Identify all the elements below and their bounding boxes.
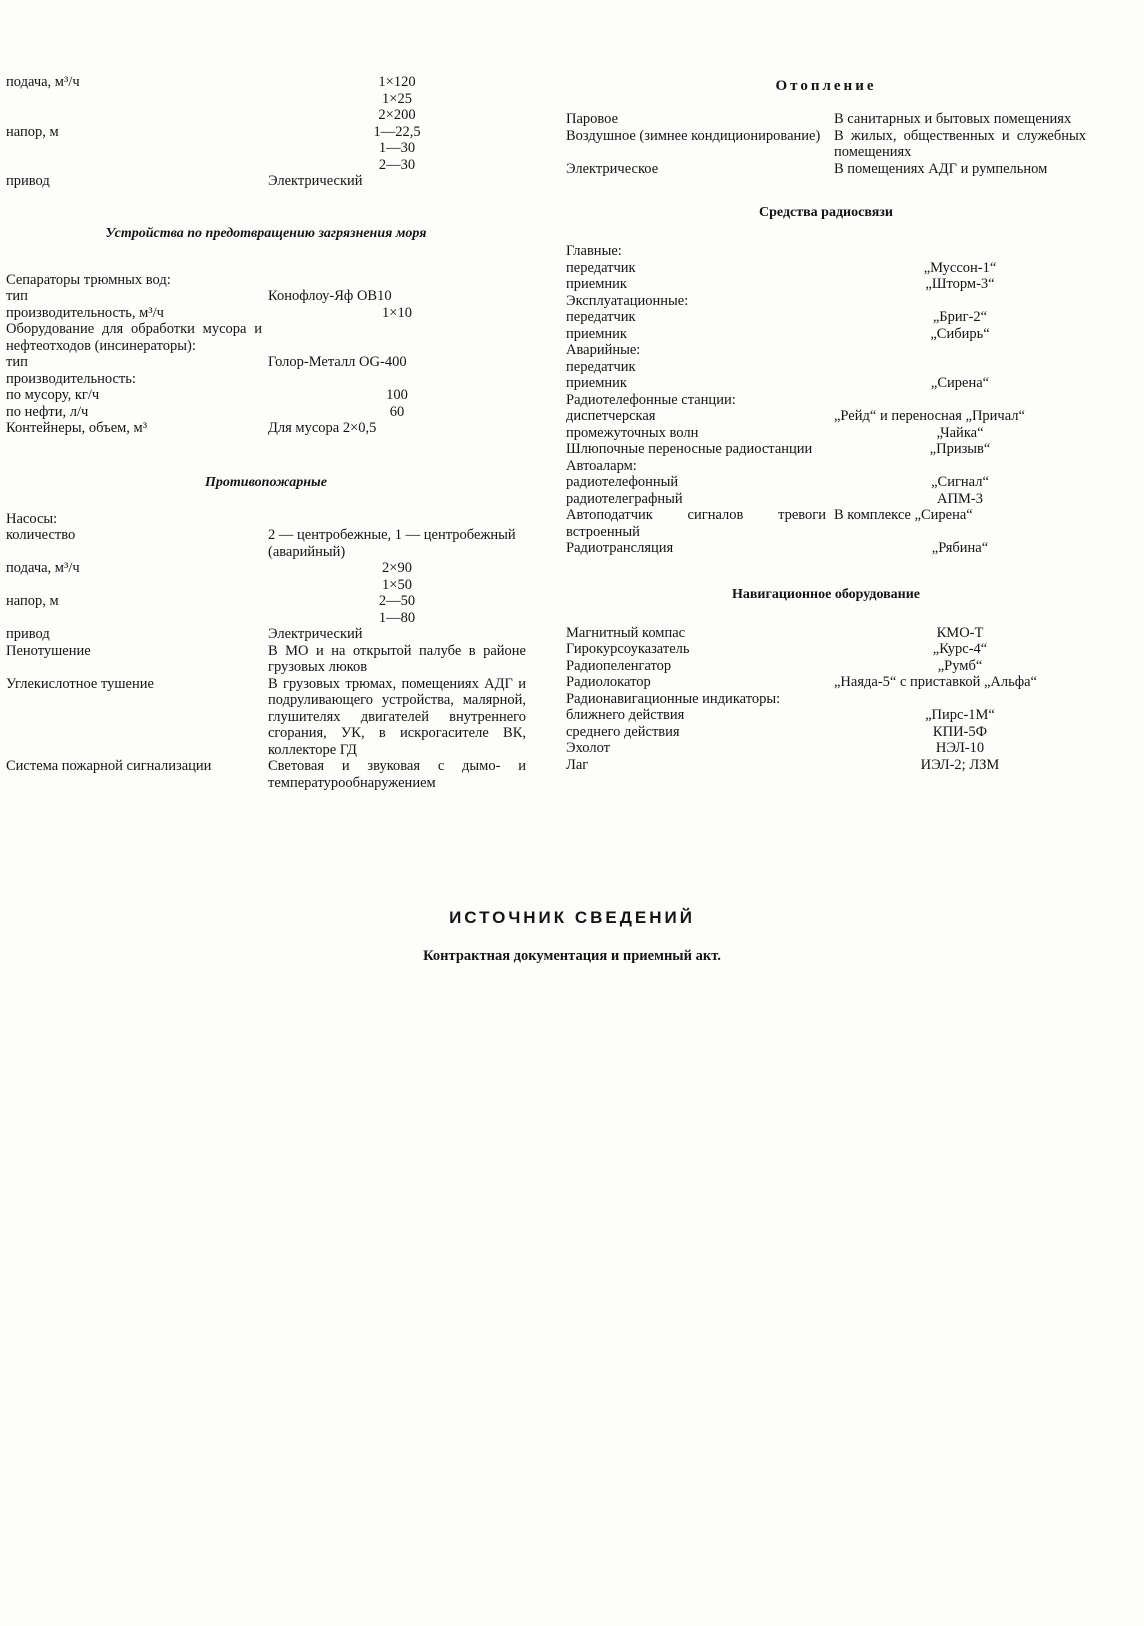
right-column [566, 74, 1090, 773]
spec-label: привод [6, 626, 50, 642]
spec-value: В грузовых трюмах, помещениях АДГ и подруливающего устройства, малярной, глушителях двигателей внутреннего сгорания, УК, в искрогасителе ВК, коллекторе ГД [268, 675, 530, 758]
pollution-block [6, 272, 526, 437]
spec-value [268, 371, 526, 388]
spec-row [6, 305, 526, 322]
spec-value: 100 [386, 387, 408, 403]
spec-row [566, 127, 1090, 161]
spec-label: по мусору, кг/ч [6, 387, 100, 403]
spec-value: 2 — центробежные, 1 — центробежный (аварийный) [268, 527, 520, 560]
fire-block [6, 510, 530, 792]
spec-value: „Шторм-3“ [925, 276, 995, 292]
spec-row [6, 387, 526, 404]
spec-row [6, 74, 526, 124]
spec-row [566, 507, 1086, 540]
spec-label: Автоподатчик сигналов тревоги встроенный [566, 507, 830, 540]
spec-label: тип [6, 288, 28, 304]
spec-value: 1—22,5 1—30 2—30 [373, 123, 421, 173]
spec-label: Электрическое [566, 160, 659, 177]
spec-row [566, 293, 1086, 310]
spec-value: НЭЛ-10 [935, 740, 985, 756]
spec-row [566, 691, 1086, 708]
spec-value: „Сигнал“ [931, 474, 989, 490]
spec-label: Аварийные: [566, 342, 641, 358]
spec-value: „Сибирь“ [930, 325, 990, 342]
heating-block [566, 111, 1090, 177]
navigation-section-title: Навигационное оборудование [731, 586, 921, 602]
spec-value [834, 243, 1086, 260]
spec-row [566, 161, 1086, 178]
spec-row [6, 371, 526, 388]
spec-row [6, 527, 526, 560]
spec-row [6, 354, 526, 371]
navigation-block [566, 625, 1086, 774]
spec-label: радиотелефонный [566, 474, 679, 490]
spec-label: Система пожарной сигнализации [6, 758, 212, 774]
spec-label: передатчик [566, 358, 636, 375]
source-text: Контрактная документация и приемный акт. [423, 948, 721, 964]
spec-row [566, 658, 1086, 675]
spec-value: В санитарных и бытовых помещениях [834, 111, 1072, 127]
spec-value [268, 321, 526, 354]
spec-row [6, 593, 526, 626]
spec-row [566, 342, 1086, 359]
spec-value: „Наяда-5“ с приставкой „Альфа“ [834, 674, 1037, 690]
radio-block [566, 243, 1086, 557]
spec-label: приемник [566, 325, 627, 342]
spec-row [566, 425, 1086, 442]
spec-label: радиотелеграфный [566, 490, 683, 507]
spec-label: передатчик [566, 309, 636, 325]
spec-value: „Курс-4“ [932, 641, 988, 657]
spec-row [566, 408, 1086, 425]
spec-label: производительность: [6, 370, 136, 387]
spec-label: Оборудование для обработки мусора и нефтеотходов (инсинераторы): [6, 321, 266, 354]
spec-row [566, 375, 1086, 392]
spec-label: Магнитный компас [566, 624, 686, 641]
spec-row [566, 260, 1086, 277]
spec-row [566, 441, 1086, 458]
spec-label: Радиолокатор [566, 674, 651, 690]
spec-value [834, 293, 1086, 310]
spec-value [834, 342, 1086, 359]
spec-row [566, 309, 1086, 326]
spec-row [6, 173, 526, 190]
spec-row [6, 511, 526, 528]
spec-value [834, 691, 1086, 708]
spec-row [6, 321, 526, 354]
spec-value: 1×120 1×25 2×200 [378, 74, 416, 123]
spec-row [566, 276, 1086, 293]
spec-value: Голор-Металл OG-400 [268, 354, 407, 370]
spec-row [6, 642, 530, 676]
spec-row [6, 626, 526, 643]
spec-row [6, 124, 526, 174]
spec-value: В комплексе „Сирена“ [834, 507, 973, 523]
heating-section-title: Отопление [775, 78, 877, 94]
spec-value: АПМ-3 [937, 490, 983, 507]
spec-value: Электрический [268, 173, 363, 189]
spec-value: Световая и звуковая с дымо- и температурообнаружением [268, 758, 530, 791]
left-column [6, 74, 530, 791]
spec-label: Эксплуатационные: [566, 292, 689, 309]
spec-value: 2—50 1—80 [378, 593, 416, 626]
pumps-top-block [6, 74, 526, 190]
spec-label: Углекислотное тушение [6, 675, 154, 692]
spec-label: среднего действия [566, 723, 680, 740]
spec-row [566, 724, 1086, 741]
pollution-section-title: Устройства по предотвращению загрязнения моря [105, 225, 427, 241]
spec-value: КПИ-5Ф [932, 723, 988, 740]
spec-value [834, 458, 1086, 475]
spec-label: тип [6, 354, 28, 370]
spec-label: Лаг [566, 756, 589, 773]
spec-value: „Рейд“ и переносная „Причал“ [834, 408, 1025, 424]
spec-label: Радиотелефонные станции: [566, 391, 736, 408]
spec-label: Радиотрансляция [566, 540, 674, 556]
spec-value: В помещениях АДГ и румпельном [834, 160, 1048, 177]
spec-row [566, 392, 1086, 409]
spec-label: приемник [566, 276, 627, 292]
spec-label: производительность, м³/ч [6, 304, 164, 321]
spec-label: подача, м³/ч [6, 560, 80, 576]
spec-value: „Призыв“ [929, 441, 991, 457]
spec-value: „Муссон-1“ [923, 259, 997, 276]
spec-row [6, 675, 530, 759]
spec-row [566, 458, 1086, 475]
spec-row [566, 111, 1086, 128]
spec-value [834, 359, 1086, 376]
spec-value: КМО-Т [936, 624, 984, 641]
spec-row [6, 288, 526, 305]
spec-row [566, 757, 1086, 774]
spec-label: Насосы: [6, 510, 58, 527]
spec-row [566, 540, 1086, 557]
spec-label: Сепараторы трюмных вод: [6, 271, 171, 288]
spec-label: ближнего действия [566, 707, 685, 723]
spec-value: 1×10 [382, 304, 412, 321]
spec-row [566, 326, 1086, 343]
spec-label: приемник [566, 375, 627, 391]
spec-row [6, 758, 530, 791]
spec-row [6, 560, 526, 593]
spec-label: количество [6, 527, 76, 543]
spec-value: В МО и на открытой палубе в районе грузовых люков [268, 642, 530, 675]
spec-row [566, 707, 1086, 724]
spec-value: „Сирена“ [930, 375, 990, 391]
spec-label: Шлюпочные переносные радиостанции [566, 441, 813, 457]
spec-row [566, 641, 1086, 658]
spec-label: напор, м [6, 593, 59, 609]
spec-row [566, 491, 1086, 508]
spec-value: „Бриг-2“ [932, 309, 988, 325]
spec-label: Пенотушение [6, 642, 91, 659]
spec-label: Гирокурсоуказатель [566, 641, 690, 657]
spec-value: Конофлоу-Яф OB10 [268, 288, 392, 304]
spec-value: ИЭЛ-2; ЛЗМ [920, 756, 1000, 773]
spec-row [566, 359, 1086, 376]
spec-label: Воздушное (зимнее кондиционирование) [566, 127, 821, 144]
spec-value: „Румб“ [937, 657, 983, 674]
spec-label: Радиопеленгатор [566, 657, 672, 674]
spec-value: Электрический [268, 626, 363, 642]
spec-row [566, 674, 1086, 691]
spec-value: „Чайка“ [936, 424, 984, 441]
spec-value [834, 392, 1086, 409]
spec-label: Паровое [566, 111, 619, 127]
spec-label: напор, м [6, 123, 59, 140]
spec-label: Главные: [566, 243, 622, 259]
spec-label: передатчик [566, 259, 636, 276]
spec-row [6, 420, 526, 437]
spec-label: Радионавигационные индикаторы: [566, 690, 781, 707]
spec-value: 2×90 1×50 [382, 560, 412, 593]
spec-value [268, 511, 526, 528]
spec-label: Эхолот [566, 740, 610, 756]
spec-row [566, 625, 1086, 642]
spec-value: „Рябина“ [931, 540, 989, 556]
spec-row [6, 272, 526, 289]
spec-value [268, 272, 526, 289]
spec-value: „Пирс-1М“ [925, 707, 995, 723]
spec-label: Контейнеры, объем, м³ [6, 420, 148, 436]
spec-label: подача, м³/ч [6, 74, 80, 90]
fire-section-title: Противопожарные [205, 474, 327, 490]
spec-value: 60 [389, 403, 405, 420]
spec-row [566, 243, 1086, 260]
radio-section-title: Средства радиосвязи [759, 205, 893, 220]
spec-label: Автоаларм: [566, 457, 637, 474]
spec-row [6, 404, 526, 421]
spec-label: диспетчерская [566, 408, 656, 424]
spec-label: по нефти, л/ч [6, 403, 89, 420]
spec-row [566, 740, 1086, 757]
spec-value: В жилых, общественных и служебных помещениях [834, 127, 1090, 160]
spec-label: промежуточных волн [566, 424, 699, 441]
spec-row [566, 474, 1086, 491]
spec-value: Для мусора 2×0,5 [268, 420, 377, 436]
spec-label: привод [6, 173, 50, 189]
source-heading: ИСТОЧНИК СВЕДЕНИЙ [449, 908, 695, 927]
